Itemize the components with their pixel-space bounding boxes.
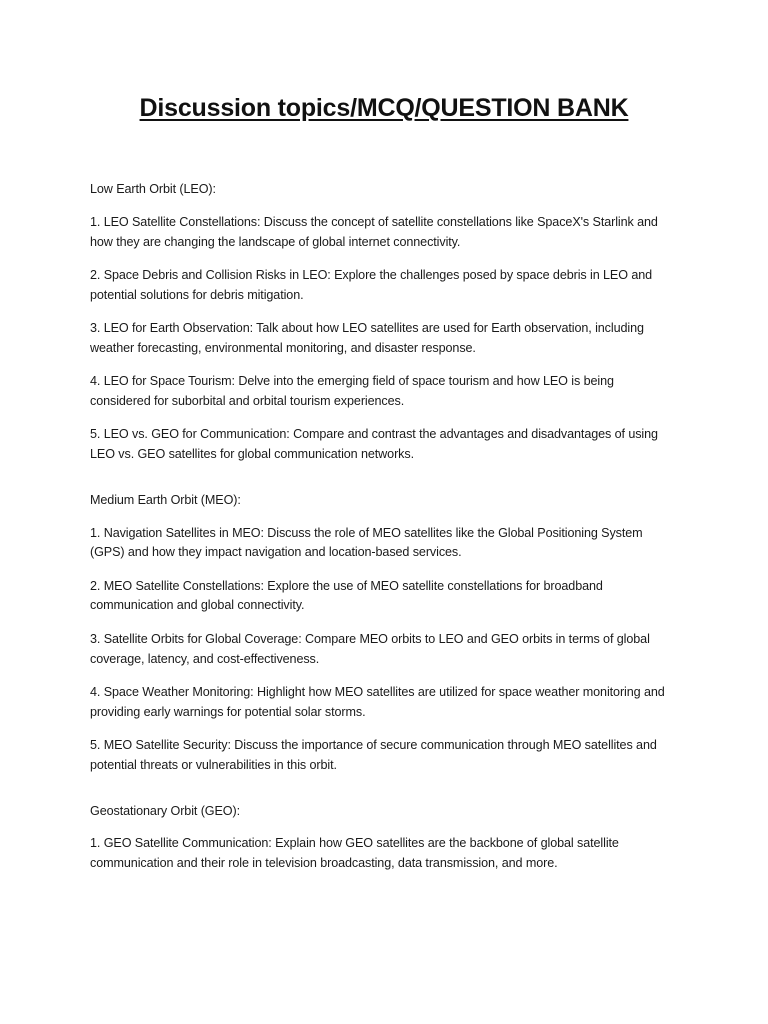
topic-item: 5. MEO Satellite Security: Discuss the importance of secure communication through MEO satellites and potential threats or vulnerabilities in this orbit. [90, 737, 657, 772]
document-body [90, 180, 676, 874]
section-meo [90, 491, 676, 776]
section-heading: Low Earth Orbit (LEO): [90, 182, 216, 196]
topic-item: 1. Navigation Satellites in MEO: Discuss the role of MEO satellites like the Global Positioning System (GPS) and how they impact navigation and location-based services. [90, 525, 643, 560]
section-heading: Geostationary Orbit (GEO): [90, 803, 240, 818]
topic-item: 1. GEO Satellite Communication: Explain how GEO satellites are the backbone of global satellite communication and their role in television broadcasting, data transmission, and more. [90, 836, 619, 871]
topic-item: 1. LEO Satellite Constellations: Discuss the concept of satellite constellations like SpaceX's Starlink and how they are changing the landscape of global internet connectivity. [90, 214, 658, 249]
topic-item: 5. LEO vs. GEO for Communication: Compare and contrast the advantages and disadvantages of using LEO vs. GEO satellites for global communication networks. [90, 427, 658, 461]
section-leo [90, 180, 676, 465]
topic-item: 4. Space Weather Monitoring: Highlight how MEO satellites are utilized for space weather monitoring and providing early warnings for potential solar storms. [90, 684, 665, 719]
topic-item: 2. MEO Satellite Constellations: Explore the use of MEO satellite constellations for broadband communication and global connectivity. [90, 578, 603, 613]
section-geo [90, 802, 676, 874]
topic-item: 3. Satellite Orbits for Global Coverage: Compare MEO orbits to LEO and GEO orbits in terms of global coverage, latency, and cost-effectiveness. [90, 631, 650, 666]
topic-item: 2. Space Debris and Collision Risks in LEO: Explore the challenges posed by space debris in LEO and potential solutions for debris mitigation. [90, 267, 653, 302]
section-heading: Medium Earth Orbit (MEO): [90, 492, 241, 507]
topic-item: 3. LEO for Earth Observation: Talk about how LEO satellites are used for Earth observation, including weather forecasting, environmental monitoring, and disaster response. [90, 320, 644, 355]
document-title: Discussion topics/MCQ/QUESTION BANK [139, 94, 629, 122]
topic-item: 4. LEO for Space Tourism: Delve into the emerging field of space tourism and how LEO is being considered for suborbital and orbital tourism experiences. [90, 374, 614, 408]
